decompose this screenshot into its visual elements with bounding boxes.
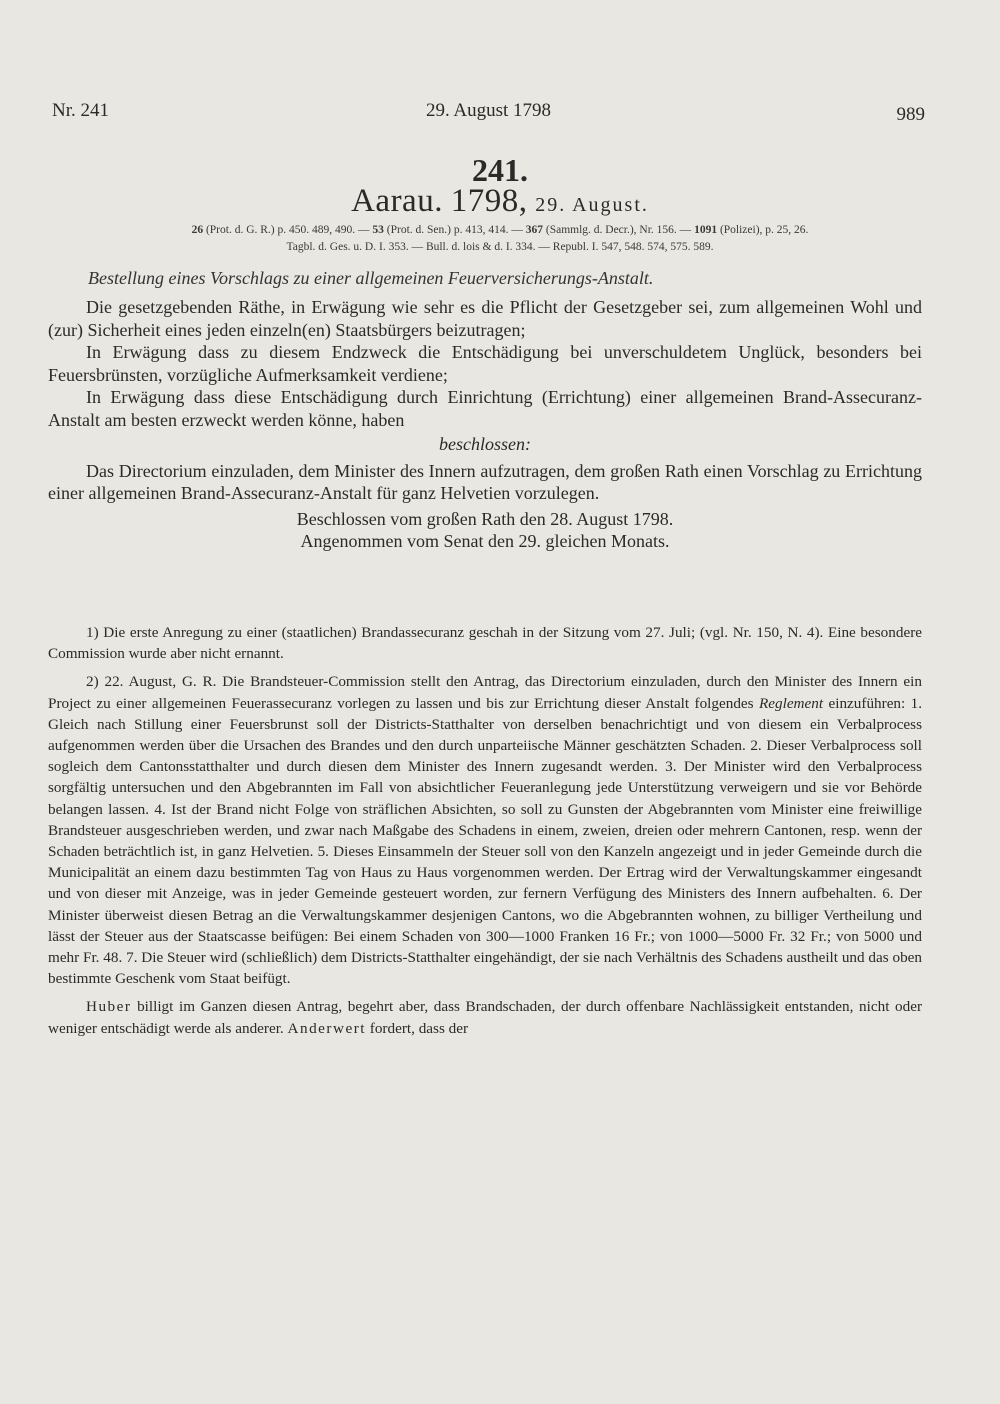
footnote xyxy=(48,671,922,989)
decree-body xyxy=(48,296,922,559)
source-references xyxy=(100,222,900,256)
header-date: 29. August 1798 xyxy=(425,100,552,121)
footnotes xyxy=(48,622,922,1046)
speaker-name: Anderwert xyxy=(287,1019,366,1037)
running-header xyxy=(52,96,925,126)
document-subject: Bestellung eines Vorschlags zu einer allgemeinen Feuerversicherungs-Anstalt. xyxy=(88,268,654,288)
ref-text: (Prot. d. G. R.) p. 450. 489, 490. — xyxy=(205,224,370,236)
ref-number: 53 xyxy=(372,224,384,236)
ref-text: (Prot. d. Sen.) p. 413, 414. — xyxy=(386,224,523,236)
footnote-text: einzuführen: 1. Gleich nach Stillung einer Feuersbrunst soll der Districts-Statthalter von derselben benachrichtigt und von diesem ein Verbalprocess aufgenommen werden über die Ursachen des Brandes und den durch unparteiische Männer geschätzten Schaden. 2. Dieser Verbalprocess soll sogleich dem Cantonsstatthalter und durch diesen dem Minister des Innern zugesandt werden. 3. Der Minister wird den Verbalprocess sorgfältig untersuchen und den Abgebrannten im Fall von absichtlicher Feueranlegung jede Unterstützung verweigern und sie vor Behörde belangen lassen. 4. Ist der Brand nicht Folge von sträflichen Absichten, so soll zu Gunsten der Abgebrannten vom Minister eine freiwillige Brandsteuer ausgeschrieben werden, und zwar nach Maßgabe des Schadens in einem, zweien, dreien oder mehrern Cantonen, resp. wenn der Schaden beträchtlich ist, in ganz Helvetien. 5. Dieses Einsammeln der Steuer soll von den Kanzeln angezeigt und in jeder Gemeinde durch die Municipalität an einem dazu bestimmten Tag von Haus zu Haus vorgenommen werden. Der Ertrag wird der Verwaltungskammer eingesandt und von dieser mit Anzeige, was in jeder Gemeinde gesteuert worden, zur fernern Verfügung des Ministers des Innern aufbehalten. 6. Der Minister überweist diesen Betrag an die Verwaltungskammer desjenigen Cantons, wo die Abgebrannten wohnen, zu billiger Vertheilung und lässt der Steuer aus der Staatscasse beifügen: Bei einem Schaden von 300—1000 Franken 16 Fr.; von 1000—5000 Fr. 32 Fr.; von 5000 und mehr Fr. 48. 7. Die Steuer wird (schließlich) dem Districts-Statthalter eingehändigt, der sie nach Verhältnis des Schadens austheilt und das oben bestimmte Geschenk vom Staat beifügt. xyxy=(48,694,923,988)
paragraph: In Erwägung dass zu diesem Endzweck die Entschädigung bei unverschuldetem Unglück, besonders bei Feuersbrünsten, vorzügliche Aufmerksamkeit verdiene; xyxy=(48,342,922,385)
title-date: 29. August. xyxy=(535,194,649,216)
document-title xyxy=(0,183,1000,220)
paragraph: Das Directorium einzuladen, dem Minister des Innern aufzutragen, dem großen Rath einen Vorschlag zu Errichtung einer allgemeinen Brand-Assecuranz-Anstalt für ganz Helvetien vorzulegen. xyxy=(48,460,922,503)
ref-number: 1091 xyxy=(694,224,718,236)
ref-text: (Polizei), p. 25, 26. xyxy=(719,224,809,236)
ref-number: 367 xyxy=(525,224,543,236)
title-year: 1798, xyxy=(450,183,528,219)
speaker-name: Huber xyxy=(86,998,132,1016)
resolution-heading: beschlossen: xyxy=(439,434,531,454)
title-place: Aarau. xyxy=(351,183,443,219)
closing-block xyxy=(48,508,922,553)
footnote-emphasis: Reglement xyxy=(758,694,824,712)
footnote xyxy=(48,996,922,1038)
footnote: 1) Die erste Anregung zu einer (staatlichen) Brandassecuranz geschah in der Sitzung vom 27. Juli; (vgl. Nr. 150, N. 4). Eine besondere Commission wurde aber nicht ernannt. xyxy=(48,624,922,663)
ref-text: (Sammlg. d. Decr.), Nr. 156. — xyxy=(545,224,692,236)
refs-line-2: Tagbl. d. Ges. u. D. I. 353. — Bull. d. lois & d. I. 334. — Republ. I. 547, 548. 574, 575. 589. xyxy=(286,241,714,253)
footnote-text: fordert, dass der xyxy=(369,1019,469,1037)
document-number: 241. xyxy=(472,152,528,188)
page-number: 989 xyxy=(896,104,925,125)
header-document-number: Nr. 241 xyxy=(52,100,109,121)
closing-line: Angenommen vom Senat den 29. gleichen Monats. xyxy=(300,531,670,551)
footnote-text: 2) 22. August, G. R. Die Brandsteuer-Commission stellt den Antrag, das Directorium einzuladen, durch den Minister des Innern ein Project zu einer allgemeinen Feuerassecuranz vorlegen zu lassen und bis zur Errichtung dieser Anstalt folgendes xyxy=(48,673,922,712)
refs-line-1 xyxy=(100,222,900,239)
footnote-text: billigt im Ganzen diesen Antrag, begehrt aber, dass Brandschaden, der durch offenbare Nachlässigkeit entstanden, nicht oder weniger entschädigt werde als anderer. xyxy=(48,998,923,1037)
ref-number: 26 xyxy=(191,224,204,236)
paragraph: Die gesetzgebenden Räthe, in Erwägung wie sehr es die Pflicht der Gesetzgeber sei, zum allgemeinen Wohl und (zur) Sicherheit eines jeden einzeln(en) Staatsbürgers beizutragen; xyxy=(48,297,922,340)
paragraph: In Erwägung dass diese Entschädigung durch Einrichtung (Errichtung) einer allgemeinen Brand-Assecuranz-Anstalt am besten erzweckt werden könne, haben xyxy=(48,387,922,430)
closing-line: Beschlossen vom großen Rath den 28. August 1798. xyxy=(296,508,674,529)
